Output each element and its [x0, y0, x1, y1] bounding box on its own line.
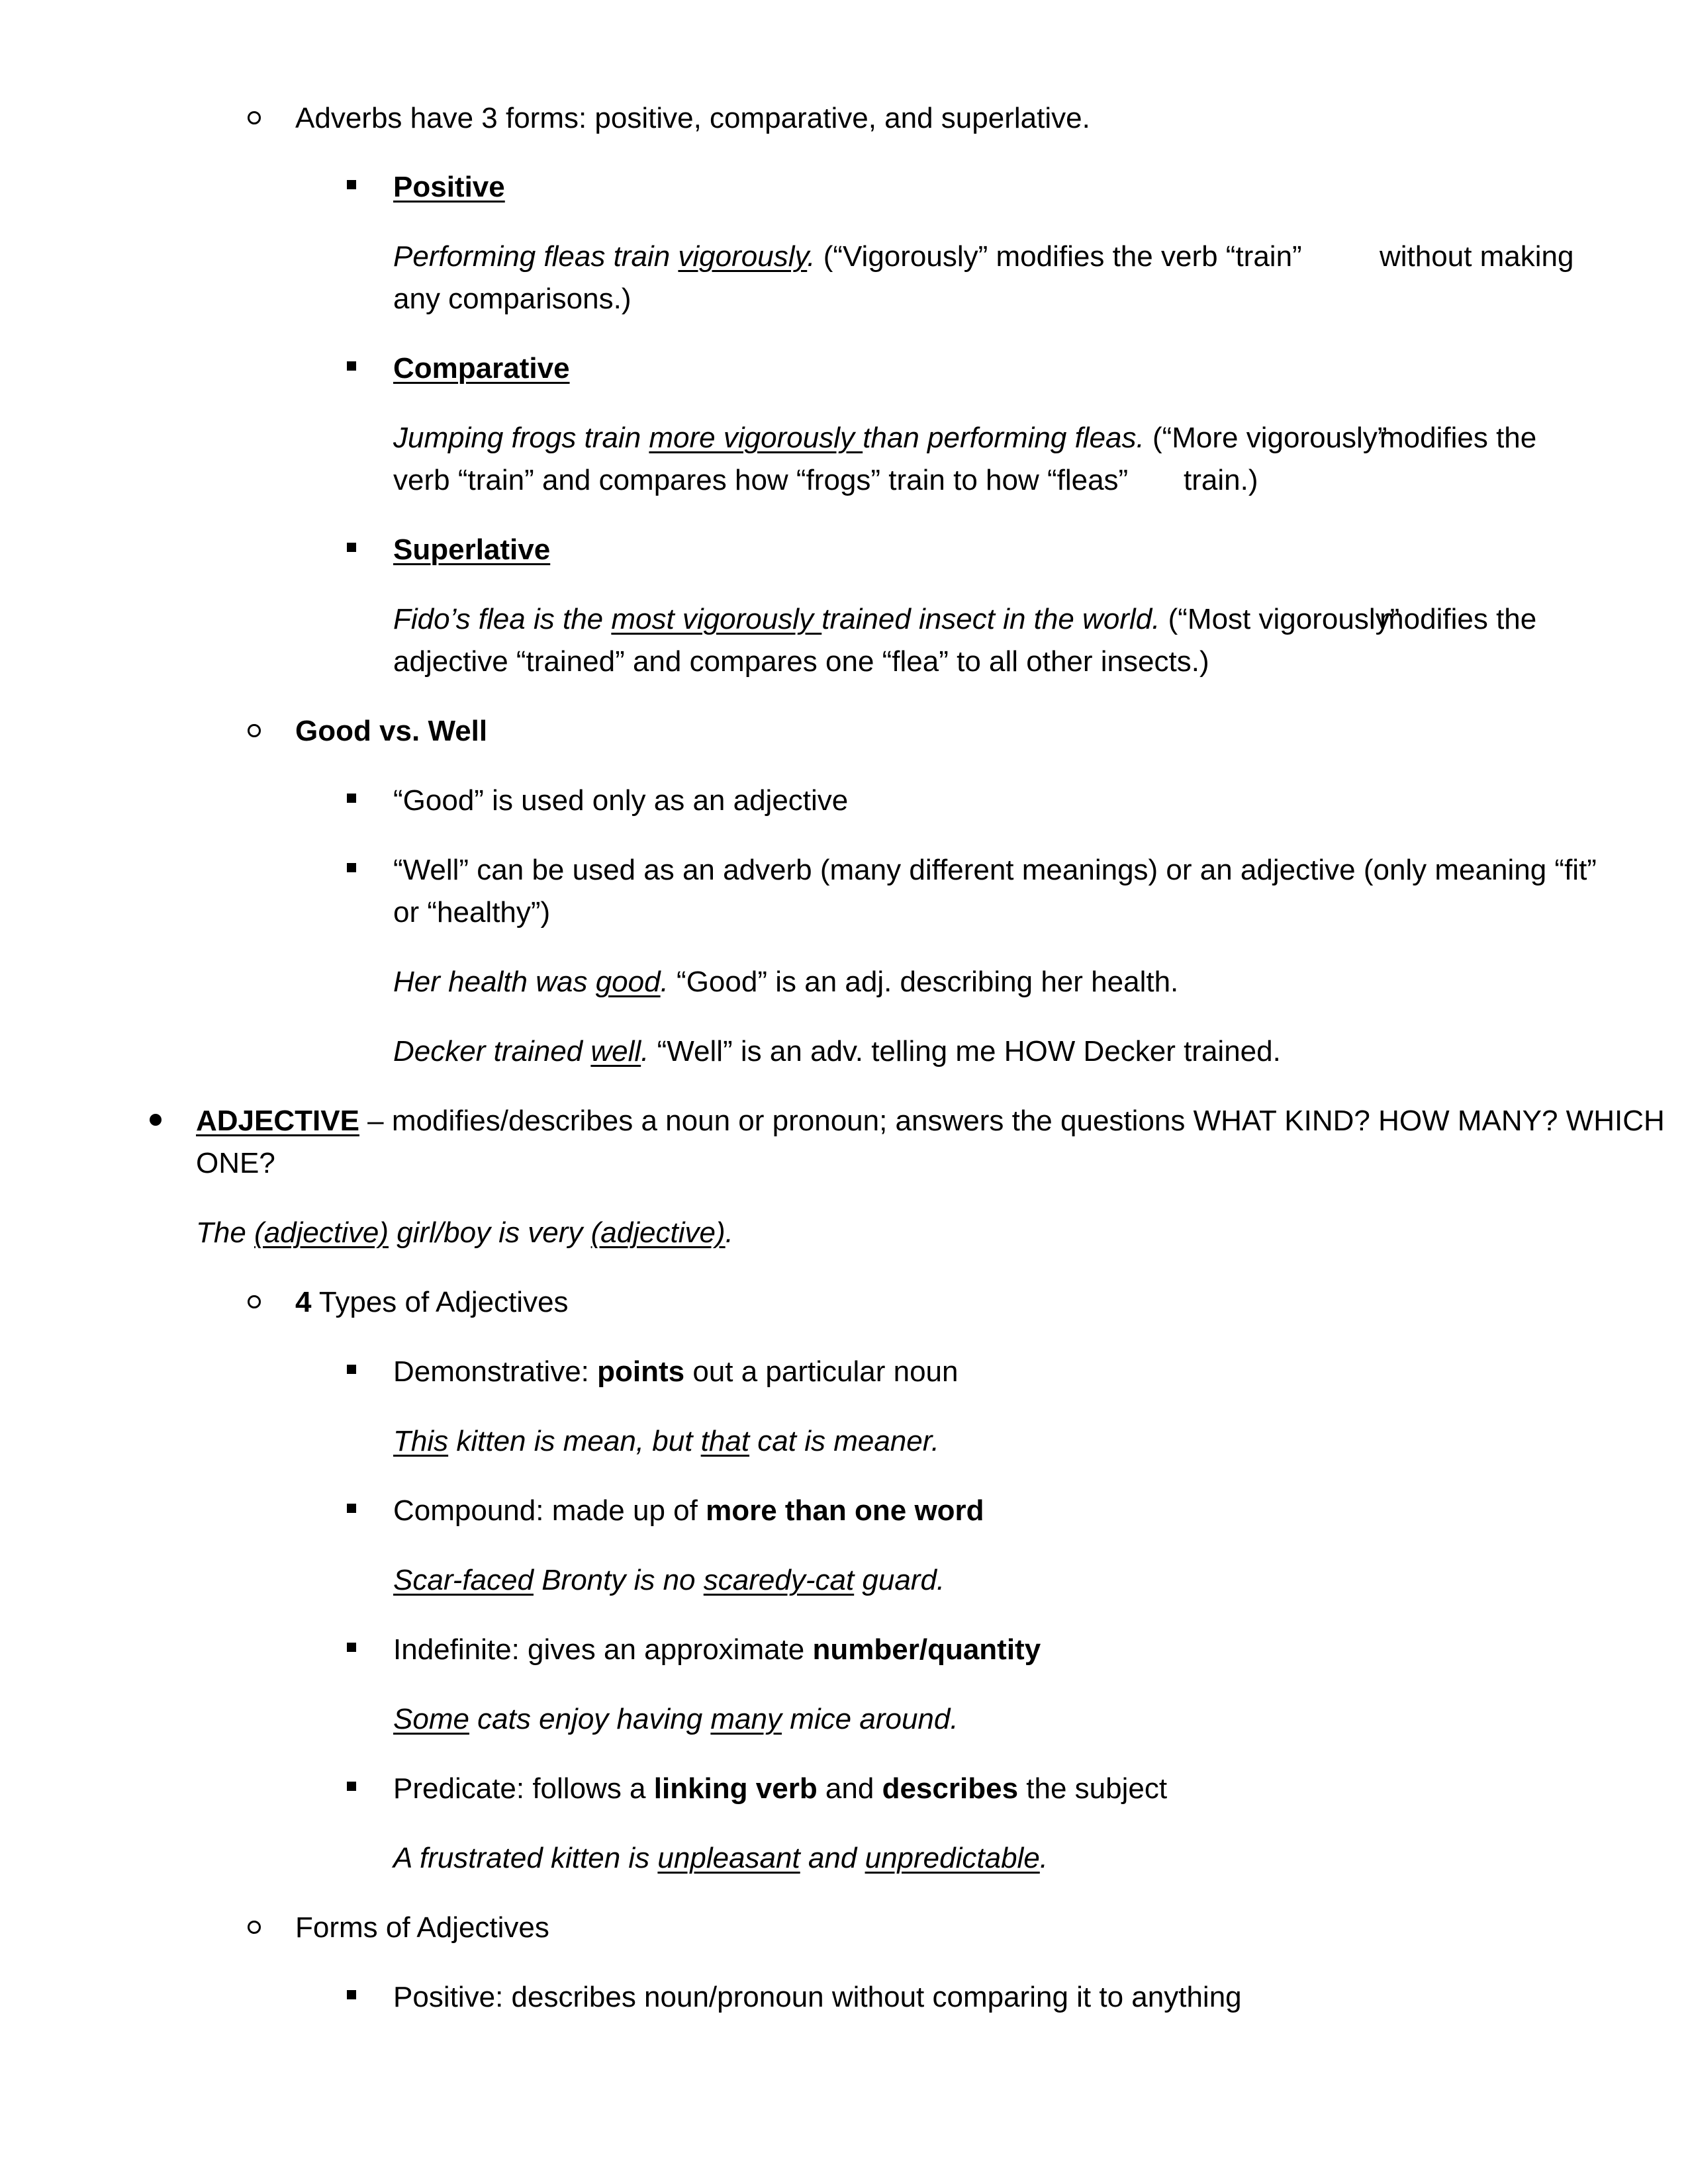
- well-rule-cont: or “healthy”): [393, 896, 551, 929]
- bullet-dot-icon: [150, 1114, 162, 1126]
- circle-bullet-icon: [248, 111, 261, 124]
- compound-rule: Compound: made up of more than one word: [393, 1494, 984, 1527]
- superlative-heading: Superlative: [393, 533, 551, 566]
- square-bullet-icon: [347, 180, 356, 189]
- circle-bullet-icon: [248, 1921, 261, 1934]
- predicate-example: A frustrated kitten is unpleasant and unpredictable.: [393, 1842, 1049, 1874]
- positive-example: Performing fleas train vigorously. (“Vigorously” modifies the verb “train”: [393, 240, 1302, 273]
- predicate-rule: Predicate: follows a linking verb and describes the subject: [393, 1772, 1168, 1805]
- well-example: Decker trained well. “Well” is an adv. telling me HOW Decker trained.: [393, 1035, 1281, 1068]
- positive-explanation-tail: without making: [1380, 240, 1574, 273]
- indefinite-example: Some cats enjoy having many mice around.: [393, 1703, 959, 1735]
- good-vs-well-heading: Good vs. Well: [295, 715, 488, 747]
- good-rule: “Good” is used only as an adjective: [393, 784, 849, 817]
- demonstrative-example: This kitten is mean, but that cat is meaner.: [393, 1425, 939, 1457]
- positive-heading: Positive: [393, 171, 505, 203]
- comparative-explanation-cont: verb “train” and compares how “frogs” train to how “fleas”: [393, 464, 1129, 496]
- adjective-definition: ADJECTIVE – modifies/describes a noun or pronoun; answers the questions WHAT KIND? HOW MANY? WHICH: [196, 1105, 1665, 1137]
- adjective-positive-rule: Positive: describes noun/pronoun without comparing it to anything: [393, 1981, 1242, 2013]
- square-bullet-icon: [347, 794, 356, 803]
- comparative-explanation-end: train.): [1184, 464, 1258, 496]
- square-bullet-icon: [347, 361, 356, 371]
- square-bullet-icon: [347, 863, 356, 872]
- square-bullet-icon: [347, 1990, 356, 1999]
- superlative-explanation-cont: adjective “trained” and compares one “flea” to all other insects.): [393, 645, 1209, 678]
- square-bullet-icon: [347, 543, 356, 552]
- circle-bullet-icon: [248, 724, 261, 737]
- indefinite-rule: Indefinite: gives an approximate number/quantity: [393, 1633, 1041, 1666]
- adjective-frame-sentence: The (adjective) girl/boy is very (adjective).: [196, 1216, 733, 1249]
- square-bullet-icon: [347, 1365, 356, 1374]
- good-example: Her health was good. “Good” is an adj. describing her health.: [393, 966, 1179, 998]
- comparative-explanation-tail: modifies the: [1380, 422, 1537, 454]
- positive-explanation-cont: any comparisons.): [393, 283, 632, 315]
- comparative-heading: Comparative: [393, 352, 570, 385]
- superlative-example: Fido’s flea is the most vigorously trained insect in the world. (“Most vigorously”: [393, 603, 1400, 635]
- adjective-forms-heading: Forms of Adjectives: [295, 1911, 549, 1944]
- square-bullet-icon: [347, 1643, 356, 1652]
- compound-example: Scar-faced Bronty is no scaredy-cat guard.: [393, 1564, 945, 1596]
- square-bullet-icon: [347, 1782, 356, 1791]
- adjective-types-heading: 4 Types of Adjectives: [295, 1286, 569, 1318]
- circle-bullet-icon: [248, 1295, 261, 1308]
- superlative-explanation-tail: modifies the: [1380, 603, 1537, 635]
- adjective-definition-cont: ONE?: [196, 1147, 275, 1179]
- square-bullet-icon: [347, 1504, 356, 1513]
- adverb-forms-intro: Adverbs have 3 forms: positive, comparative, and superlative.: [295, 102, 1090, 134]
- well-rule: “Well” can be used as an adverb (many different meanings) or an adjective (only meaning “fit”: [393, 854, 1597, 886]
- comparative-example: Jumping frogs train more vigorously than performing fleas. (“More vigorously”: [393, 422, 1387, 454]
- demonstrative-rule: Demonstrative: points out a particular noun: [393, 1355, 959, 1388]
